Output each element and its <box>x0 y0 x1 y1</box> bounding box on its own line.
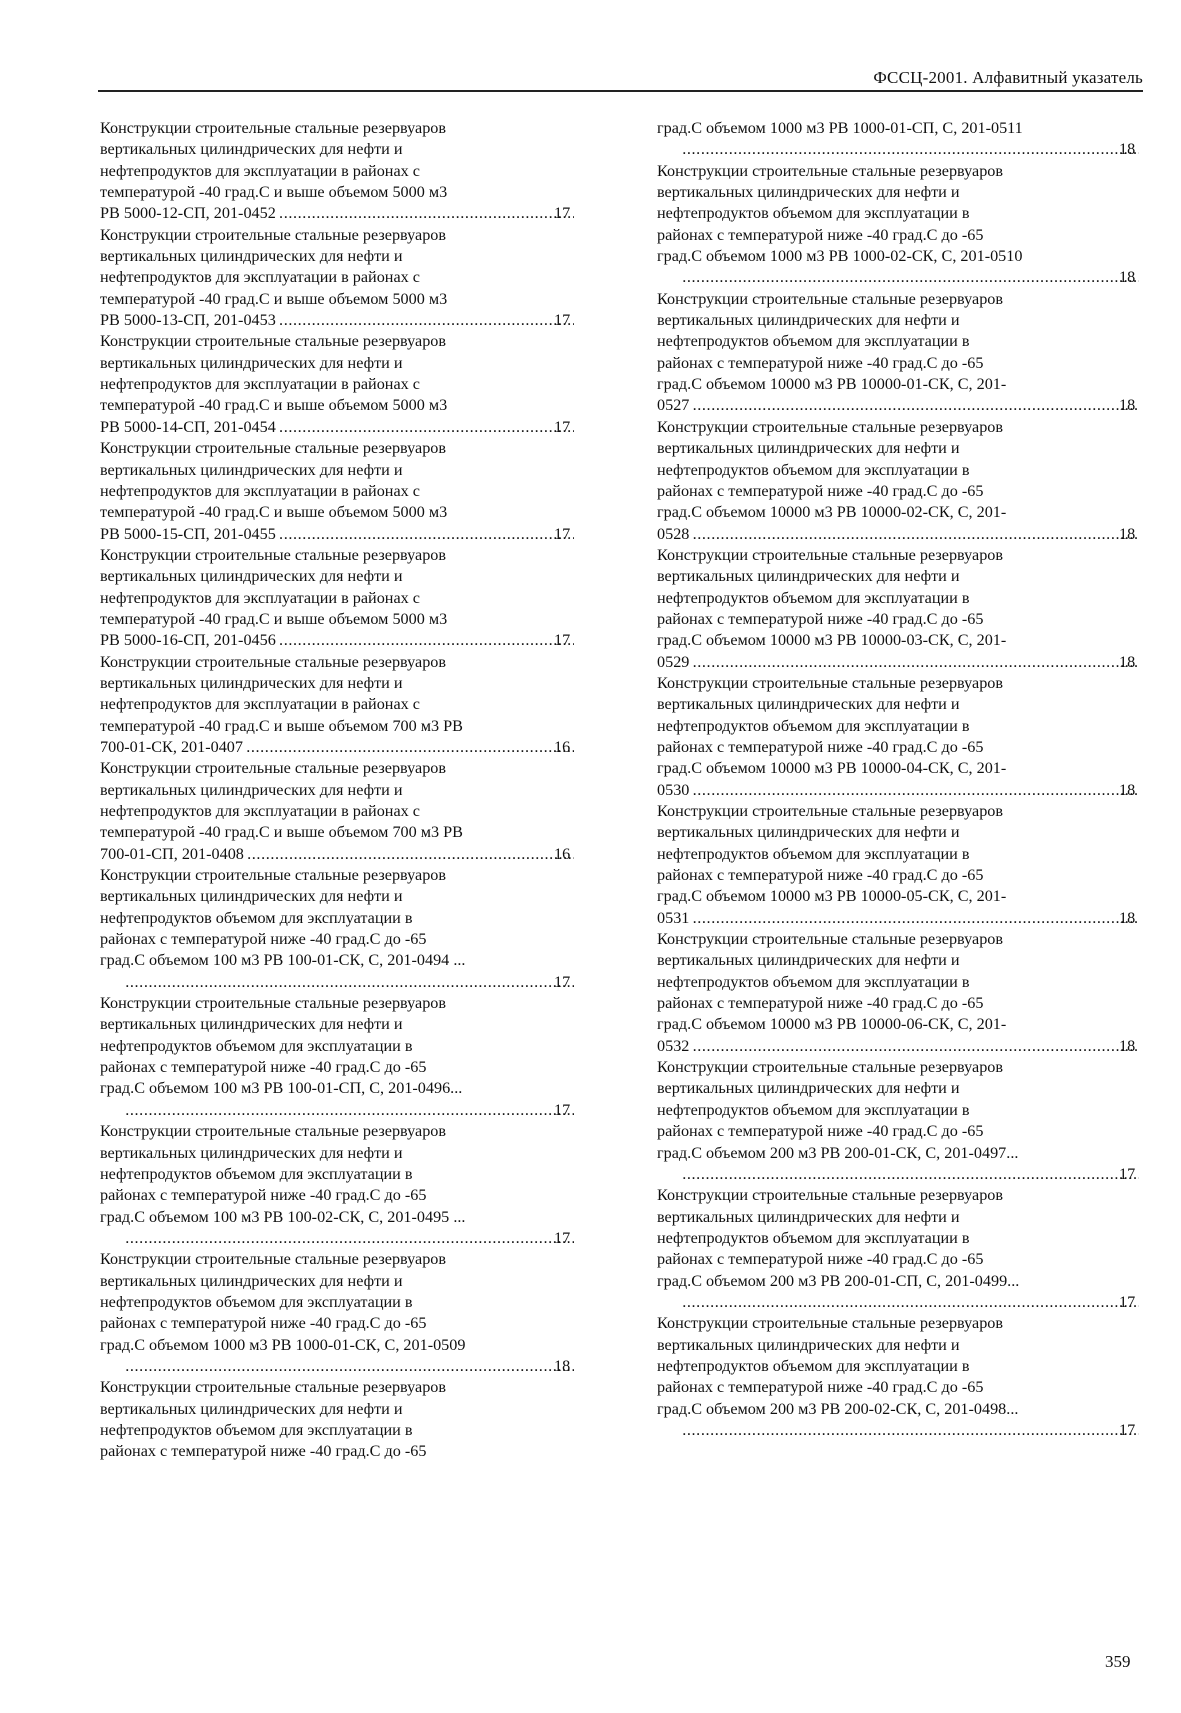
dot-leader <box>691 908 1139 929</box>
index-entry-line: нефтепродуктов для эксплуатации в районах с <box>100 268 420 287</box>
index-entry-last-line: ..... 17 <box>679 1164 1141 1185</box>
index-entry-line: вертикальных цилиндрических для нефти и <box>100 460 403 479</box>
index-entry-line: вертикальных цилиндрических для нефти и <box>100 887 403 906</box>
dot-leader <box>681 1164 1139 1185</box>
index-entry-line: град.С объемом 10000 м3 РВ 10000-04-СК, С, 201- <box>657 759 1007 778</box>
dot-leader <box>246 844 574 865</box>
index-entry-line: районах с температурой ниже -40 град.С до -65 <box>657 481 984 500</box>
index-entry-line: Конструкции строительные стальные резервуаров <box>100 1378 447 1397</box>
index-entry-line: Конструкции строительные стальные резервуаров <box>657 545 1004 564</box>
dot-leader <box>124 1228 574 1249</box>
index-entry-line: районах с температурой ниже -40 град.С до -65 <box>657 353 984 372</box>
dot-leader <box>278 524 574 545</box>
index-entry-last-line: ..... 17 <box>679 1420 1141 1441</box>
index-entry-line: нефтепродуктов объемом для эксплуатации в <box>657 844 970 863</box>
index-entry-text: РВ 5000-12-СП, 201-0452 <box>100 204 276 223</box>
dot-leader <box>124 1100 574 1121</box>
index-entry-line: вертикальных цилиндрических для нефти и <box>657 439 960 458</box>
index-entry <box>100 118 576 225</box>
index-entry-text: 0530 <box>657 780 690 799</box>
index-entry-line: районах с температурой ниже -40 град.С до -65 <box>100 930 427 949</box>
index-entry-last-line: ..... 18 <box>122 1356 576 1377</box>
index-entry-line: град.С объемом 200 м3 РВ 200-01-СК, С, 201-0497... <box>657 1143 1019 1162</box>
index-entry <box>657 673 1141 801</box>
index-entry-text: 700-01-СК, 201-0407 <box>100 737 243 756</box>
index-entry-text: РВ 5000-15-СП, 201-0455 <box>100 524 276 543</box>
index-entry-last-line: ..... 17 <box>122 1228 576 1249</box>
index-entry-last-line: 0527 ..... 18 <box>679 395 1141 416</box>
dot-leader <box>124 972 574 993</box>
index-entry-last-line: РВ 5000-16-СП, 201-0456 ..... 17 <box>122 630 576 651</box>
index-entry-last-line: ..... 17 <box>122 1100 576 1121</box>
index-entry-last-line: РВ 5000-14-СП, 201-0454 ..... 17 <box>122 417 576 438</box>
index-entry-line: районах с температурой ниже -40 град.С до -65 <box>657 1378 984 1397</box>
index-entry-last-line: 0532 ..... 18 <box>679 1036 1141 1057</box>
index-entry-line: Конструкции строительные стальные резервуаров <box>100 1250 447 1269</box>
index-entry-line: Конструкции строительные стальные резервуаров <box>657 417 1004 436</box>
index-entry-line: температурой -40 град.С и выше объемом 700 м3 РВ <box>100 716 463 735</box>
index-entry <box>657 289 1141 417</box>
index-entry <box>100 865 576 993</box>
index-entry-line: вертикальных цилиндрических для нефти и <box>657 567 960 586</box>
index-entry-line: вертикальных цилиндрических для нефти и <box>657 695 960 714</box>
index-entry-line: районах с температурой ниже -40 град.С до -65 <box>657 866 984 885</box>
index-entry-line: вертикальных цилиндрических для нефти и <box>657 1335 960 1354</box>
index-entry-last-line: 0531 ..... 18 <box>679 908 1141 929</box>
index-entry <box>657 417 1141 545</box>
index-entry-line: град.С объемом 10000 м3 РВ 10000-02-СК, С, 201- <box>657 503 1007 522</box>
index-entry-text: 0529 <box>657 652 690 671</box>
index-entry-text: 0528 <box>657 524 690 543</box>
index-entry-line: районах с температурой ниже -40 град.С до -65 <box>657 737 984 756</box>
index-entry-line: районах с температурой ниже -40 град.С до -65 <box>100 1058 427 1077</box>
index-entry-line: вертикальных цилиндрических для нефти и <box>657 183 960 202</box>
index-entry-line: вертикальных цилиндрических для нефти и <box>657 1207 960 1226</box>
index-entry-line: Конструкции строительные стальные резервуаров <box>657 673 1004 692</box>
index-entry-line: температурой -40 град.С и выше объемом 5000 м3 <box>100 289 448 308</box>
index-entry <box>657 1185 1141 1313</box>
index-entry-last-line: РВ 5000-15-СП, 201-0455 ..... 17 <box>122 524 576 545</box>
index-entry-line: Конструкции строительные стальные резервуаров <box>100 759 447 778</box>
index-entry-line: вертикальных цилиндрических для нефти и <box>100 353 403 372</box>
index-entry <box>657 118 1141 161</box>
index-entry-line: град.С объемом 1000 м3 РВ 1000-01-СК, С, 201-0509 <box>100 1335 466 1354</box>
index-entry-line: град.С объемом 100 м3 РВ 100-01-СП, С, 201-0496... <box>100 1079 463 1098</box>
index-entry <box>657 545 1141 673</box>
index-entry-line: температурой -40 град.С и выше объемом 700 м3 РВ <box>100 823 463 842</box>
index-entry-line: нефтепродуктов объемом для эксплуатации в <box>657 332 970 351</box>
index-entry-line: вертикальных цилиндрических для нефти и <box>657 951 960 970</box>
index-entry <box>100 545 576 652</box>
index-entry-line: вертикальных цилиндрических для нефти и <box>100 140 403 159</box>
index-entry-last-line: 0528 ..... 18 <box>679 524 1141 545</box>
index-entry-line: вертикальных цилиндрических для нефти и <box>100 1015 403 1034</box>
index-entry-line: град.С объемом 100 м3 РВ 100-01-СК, С, 201-0494 ... <box>100 951 466 970</box>
index-entry-line: нефтепродуктов объемом для эксплуатации в <box>657 460 970 479</box>
page-number: 359 <box>1105 1652 1131 1671</box>
index-entry-line: нефтепродуктов для эксплуатации в районах с <box>100 161 420 180</box>
index-entry-line: Конструкции строительные стальные резервуаров <box>100 119 447 137</box>
dot-leader <box>691 524 1139 545</box>
dot-leader <box>691 652 1139 673</box>
index-entry-last-line: 700-01-СП, 201-0408 ..... 16 <box>122 844 576 865</box>
index-entry-text: 0531 <box>657 908 690 927</box>
dot-leader <box>278 310 574 331</box>
dot-leader <box>681 1420 1139 1441</box>
dot-leader <box>691 395 1139 416</box>
dot-leader <box>245 737 574 758</box>
index-entry <box>100 1249 576 1377</box>
index-entry-line: нефтепродуктов объемом для эксплуатации в <box>657 1228 970 1247</box>
index-entry-line: нефтепродуктов объемом для эксплуатации в <box>100 1036 413 1055</box>
index-entry-line: температурой -40 град.С и выше объемом 5000 м3 <box>100 609 448 628</box>
index-entry-last-line: ..... 17 <box>679 1292 1141 1313</box>
index-entry-last-line: 700-01-СК, 201-0407 ..... 16 <box>122 737 576 758</box>
index-entry-line: Конструкции строительные стальные резервуаров <box>657 1314 1004 1333</box>
index-entry-last-line: 0530 ..... 18 <box>679 780 1141 801</box>
index-entry-line: нефтепродуктов объемом для эксплуатации в <box>100 1292 413 1311</box>
index-entry <box>100 993 576 1121</box>
index-entry-line: Конструкции строительные стальные резервуаров <box>657 289 1004 308</box>
index-entry-line: нефтепродуктов объемом для эксплуатации в <box>657 204 970 223</box>
index-entry-line: районах с температурой ниже -40 град.С до -65 <box>657 994 984 1013</box>
index-entry-line: вертикальных цилиндрических для нефти и <box>100 1399 403 1418</box>
index-entry <box>100 225 576 332</box>
index-entry-line: вертикальных цилиндрических для нефти и <box>100 673 403 692</box>
index-entry-line: районах с температурой ниже -40 град.С до -65 <box>100 1442 427 1461</box>
index-entry-last-line: ..... 18 <box>679 139 1141 160</box>
index-entry-line: районах с температурой ниже -40 град.С до -65 <box>100 1186 427 1205</box>
index-entry-line: Конструкции строительные стальные резервуаров <box>100 866 447 885</box>
index-entry-line: нефтепродуктов для эксплуатации в районах с <box>100 802 420 820</box>
index-entry-last-line: ..... 18 <box>679 267 1141 288</box>
index-entry-line: Конструкции строительные стальные резервуаров <box>100 332 447 351</box>
index-column-left <box>100 118 576 1463</box>
index-entry <box>657 929 1141 1057</box>
index-entry-line: районах с температурой ниже -40 град.С до -65 <box>657 1122 984 1141</box>
index-entry-line: нефтепродуктов для эксплуатации в районах с <box>100 695 420 714</box>
index-entry-line: Конструкции строительные стальные резервуаров <box>100 1122 447 1141</box>
index-entry-line: нефтепродуктов объемом для эксплуатации в <box>657 1356 970 1375</box>
index-entry-line: град.С объемом 10000 м3 РВ 10000-03-СК, С, 201- <box>657 631 1007 650</box>
index-entry-line: Конструкции строительные стальные резервуаров <box>100 545 447 564</box>
index-entry-text: 700-01-СП, 201-0408 <box>100 844 244 863</box>
index-entry-line: нефтепродуктов для эксплуатации в районах с <box>100 481 420 500</box>
index-entry-line: районах с температурой ниже -40 град.С до -65 <box>657 225 984 244</box>
index-entry-line: вертикальных цилиндрических для нефти и <box>100 247 403 266</box>
index-entry-line: районах с температурой ниже -40 град.С до -65 <box>657 609 984 628</box>
index-entry-line: температурой -40 град.С и выше объемом 5000 м3 <box>100 396 448 415</box>
index-entry-line: Конструкции строительные стальные резервуаров <box>100 225 447 244</box>
index-entry-line: нефтепродуктов объемом для эксплуатации в <box>657 1100 970 1119</box>
index-entry-last-line: РВ 5000-12-СП, 201-0452 ..... 17 <box>122 203 576 224</box>
index-entry-line: Конструкции строительные стальные резервуаров <box>657 802 1004 820</box>
dot-leader <box>681 139 1139 160</box>
dot-leader <box>278 630 574 651</box>
dot-leader <box>278 417 574 438</box>
index-entry-line: нефтепродуктов объемом для эксплуатации в <box>100 908 413 927</box>
index-entry-text: РВ 5000-13-СП, 201-0453 <box>100 311 276 330</box>
index-entry <box>100 652 576 759</box>
dot-leader <box>691 1036 1139 1057</box>
index-entry-text: 0527 <box>657 396 690 415</box>
dot-leader <box>124 1356 574 1377</box>
index-entry-line: температурой -40 град.С и выше объемом 5000 м3 <box>100 183 448 202</box>
index-entry-line: Конструкции строительные стальные резервуаров <box>100 994 447 1013</box>
index-entry-line: град.С объемом 10000 м3 РВ 10000-01-СК, С, 201- <box>657 375 1007 394</box>
index-entry <box>100 1377 576 1462</box>
index-entry-line: нефтепродуктов объемом для эксплуатации в <box>100 1420 413 1439</box>
index-entry-line: нефтепродуктов объемом для эксплуатации в <box>657 588 970 607</box>
index-entry-line: град.С объемом 100 м3 РВ 100-02-СК, С, 201-0495 ... <box>100 1207 466 1226</box>
index-entry-line: град.С объемом 200 м3 РВ 200-02-СК, С, 201-0498... <box>657 1399 1019 1418</box>
index-entry <box>657 1057 1141 1185</box>
index-entry-line: температурой -40 град.С и выше объемом 5000 м3 <box>100 503 448 522</box>
index-entry-line: Конструкции строительные стальные резервуаров <box>657 1058 1004 1077</box>
index-entry-line: нефтепродуктов для эксплуатации в районах с <box>100 375 420 394</box>
index-entry-line: вертикальных цилиндрических для нефти и <box>100 780 403 799</box>
index-entry-line: град.С объемом 1000 м3 РВ 1000-02-СК, С, 201-0510 <box>657 247 1023 266</box>
index-entry-line: град.С объемом 1000 м3 РВ 1000-01-СП, С, 201-0511 <box>657 119 1023 137</box>
index-entry-line: Конструкции строительные стальные резервуаров <box>100 652 447 671</box>
dot-leader <box>681 1292 1139 1313</box>
index-entry-text: РВ 5000-16-СП, 201-0456 <box>100 631 276 650</box>
index-entry-line: Конструкции строительные стальные резервуаров <box>657 1186 1004 1205</box>
index-entry-line: град.С объемом 10000 м3 РВ 10000-05-СК, С, 201- <box>657 887 1007 906</box>
index-entry-line: вертикальных цилиндрических для нефти и <box>657 311 960 330</box>
index-entry-last-line: ..... 17 <box>122 972 576 993</box>
index-entry <box>100 438 576 545</box>
index-entry-line: Конструкции строительные стальные резервуаров <box>657 161 1004 180</box>
index-entry-line: нефтепродуктов объемом для эксплуатации в <box>657 972 970 991</box>
index-entry <box>657 801 1141 929</box>
index-entry <box>657 161 1141 289</box>
index-entry-text: 0532 <box>657 1036 690 1055</box>
index-entry-line: нефтепродуктов объемом для эксплуатации в <box>100 1164 413 1183</box>
index-column-right <box>657 118 1141 1441</box>
index-entry <box>100 331 576 438</box>
index-entry-line: вертикальных цилиндрических для нефти и <box>100 567 403 586</box>
index-entry-line: районах с температурой ниже -40 град.С до -65 <box>657 1250 984 1269</box>
index-entry <box>100 1121 576 1249</box>
index-entry-line: вертикальных цилиндрических для нефти и <box>657 1079 960 1098</box>
dot-leader <box>691 780 1139 801</box>
index-entry <box>100 758 576 865</box>
index-entry-line: районах с температурой ниже -40 град.С до -65 <box>100 1314 427 1333</box>
index-entry <box>657 1313 1141 1441</box>
index-entry-line: нефтепродуктов для эксплуатации в районах с <box>100 588 420 607</box>
index-entry-line: град.С объемом 200 м3 РВ 200-01-СП, С, 201-0499... <box>657 1271 1020 1290</box>
dot-leader <box>681 267 1139 288</box>
index-entry-line: Конструкции строительные стальные резервуаров <box>100 439 447 458</box>
index-entry-text: РВ 5000-14-СП, 201-0454 <box>100 417 276 436</box>
index-entry-line: вертикальных цилиндрических для нефти и <box>657 823 960 842</box>
index-entry-line: вертикальных цилиндрических для нефти и <box>100 1143 403 1162</box>
index-entry-line: Конструкции строительные стальные резервуаров <box>657 930 1004 949</box>
index-entry-line: град.С объемом 10000 м3 РВ 10000-06-СК, С, 201- <box>657 1015 1007 1034</box>
index-entry-line: вертикальных цилиндрических для нефти и <box>100 1271 403 1290</box>
index-entry-last-line: 0529 ..... 18 <box>679 652 1141 673</box>
dot-leader <box>278 203 574 224</box>
index-entry-last-line: РВ 5000-13-СП, 201-0453 ..... 17 <box>122 310 576 331</box>
running-header: ФССЦ-2001. Алфавитный указатель <box>98 66 1143 92</box>
index-entry-line: нефтепродуктов объемом для эксплуатации в <box>657 716 970 735</box>
